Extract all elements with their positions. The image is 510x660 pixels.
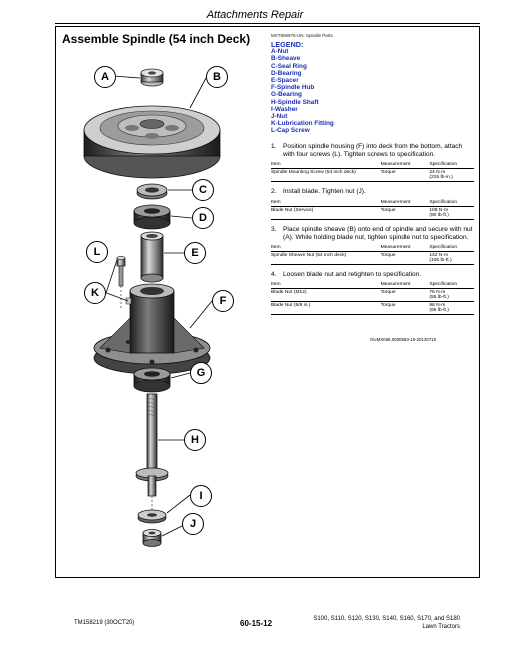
footer-models [292, 615, 460, 631]
callout-f: F [212, 290, 234, 312]
step-number: 1. [271, 143, 277, 150]
part-a-nut [141, 69, 163, 86]
spec-measurement: Torque [381, 169, 430, 182]
callout-k: K [84, 282, 106, 304]
spec-header-measurement: Measurement [381, 282, 430, 289]
legend-title: LEGEND: [271, 40, 304, 49]
spec-value: 24 N·m (215 lb-in.) [429, 169, 474, 182]
legend-item: B-Sheave [271, 55, 301, 63]
header-title: Attachments Repair [206, 9, 304, 21]
part-l-cap-screw [117, 256, 125, 310]
spec-item: Spindle Sheave Nut (54 inch deck) [271, 252, 381, 265]
procedure-steps [271, 143, 474, 321]
procedure-step [271, 143, 474, 182]
spec-measurement: Torque [381, 289, 430, 302]
spec-table [271, 245, 474, 265]
part-d-bearing [134, 205, 170, 229]
callout-i: I [190, 485, 212, 507]
spec-value: 75 N·m (55 lb-ft.) [429, 289, 474, 302]
spec-row [271, 289, 474, 302]
spec-header-measurement: Measurement [381, 245, 430, 252]
spec-row [271, 169, 474, 182]
spec-header-specification: Specification [429, 200, 474, 207]
legend-item: L-Cap Screw [271, 127, 310, 135]
spec-row [271, 206, 474, 219]
footer-manual-number: TM158219 (30OCT20) [74, 620, 135, 626]
spec-item: Blade Nut (5/8 in.) [271, 302, 381, 315]
part-h-spindle-shaft [136, 394, 168, 510]
figure-reference: MXT805975-UN: Spindle Parts [271, 33, 333, 38]
legend-item: I-Washer [271, 105, 298, 113]
spec-value: 108 N·m (80 lb-ft.) [429, 206, 474, 219]
spec-table [271, 200, 474, 220]
spec-value: 142 N·m (105 lb-ft.) [429, 252, 474, 265]
legend-item: E-Spacer [271, 77, 299, 85]
callout-h: H [184, 429, 206, 451]
spec-header-item: Item [271, 282, 381, 289]
spec-item: Blade Nut (Service) [271, 206, 381, 219]
callout-l: L [86, 241, 108, 263]
part-g-bearing [134, 368, 170, 392]
spec-header-item: Item [271, 200, 381, 207]
part-c-seal-ring [137, 184, 167, 199]
step-number: 2. [271, 188, 277, 196]
section-title: Assemble Spindle (54 inch Deck) [62, 32, 251, 46]
procedure-step [271, 271, 474, 315]
part-j-nut [143, 530, 161, 547]
spec-measurement: Torque [381, 302, 430, 315]
spec-measurement: Torque [381, 252, 430, 265]
spec-item: Blade Nut (M12) [271, 289, 381, 302]
document-id: OUMX068,0000583-19-20120710 [370, 337, 437, 342]
step-text: Place spindle sheave (B) onto end of spindle and secure with nut (A). While holding blade nut, tighten spindle nut to specification. [283, 225, 473, 241]
part-i-washer [138, 510, 166, 523]
legend [271, 41, 334, 135]
callout-b: B [206, 66, 228, 88]
spec-header-measurement: Measurement [381, 162, 430, 169]
procedure-step [271, 226, 474, 265]
spec-header-specification: Specification [429, 245, 474, 252]
step-number: 4. [271, 271, 277, 279]
legend-item: F-Spindle Hub [271, 84, 315, 92]
part-e-spacer [141, 232, 163, 282]
spec-item: Spindle Mounting Screw (54 inch deck) [271, 169, 381, 182]
procedure-step [271, 188, 474, 219]
legend-item: D-Bearing [271, 69, 302, 77]
callout-d: D [192, 207, 214, 229]
part-b-sheave [84, 106, 220, 178]
spec-row [271, 252, 474, 265]
footer-model-list: S100, S110, S120, S130, S140, S160, S170, and S180 [313, 616, 460, 622]
footer-page-number: 60-15-12 [240, 619, 273, 628]
callout-e: E [184, 242, 206, 264]
step-text: Install blade. Tighten nut (J). [283, 188, 366, 196]
spec-table [271, 162, 474, 182]
spec-value: 88 N·m (65 lb-ft.) [429, 302, 474, 315]
legend-item: K-Lubrication Fitting [271, 120, 334, 128]
spec-header-item: Item [271, 245, 381, 252]
spec-header-measurement: Measurement [381, 200, 430, 207]
spec-row [271, 302, 474, 315]
callout-g: G [190, 362, 212, 384]
spec-header-item: Item [271, 162, 381, 169]
part-f-spindle-hub [94, 284, 210, 374]
legend-item: J-Nut [271, 113, 288, 121]
spec-measurement: Torque [381, 206, 430, 219]
header-rule [55, 23, 480, 24]
step-text: Position spindle housing (F) into deck from the bottom, attach with four screws (L). Tighten screws to specification. [283, 143, 463, 159]
legend-item: H-Spindle Shaft [271, 98, 319, 106]
step-number: 3. [271, 225, 277, 233]
callout-j: J [182, 513, 204, 535]
spec-header-specification: Specification [429, 162, 474, 169]
legend-item: G-Bearing [271, 91, 302, 99]
legend-item: C-Seal Ring [271, 62, 307, 70]
spec-table [271, 282, 474, 315]
footer-product: Lawn Tractors [422, 624, 460, 630]
callout-a: A [94, 66, 116, 88]
legend-item: A-Nut [271, 48, 289, 56]
step-text: Loosen blade nut and retighten to specification. [283, 271, 422, 279]
spec-header-specification: Specification [429, 282, 474, 289]
callout-c: C [192, 179, 214, 201]
